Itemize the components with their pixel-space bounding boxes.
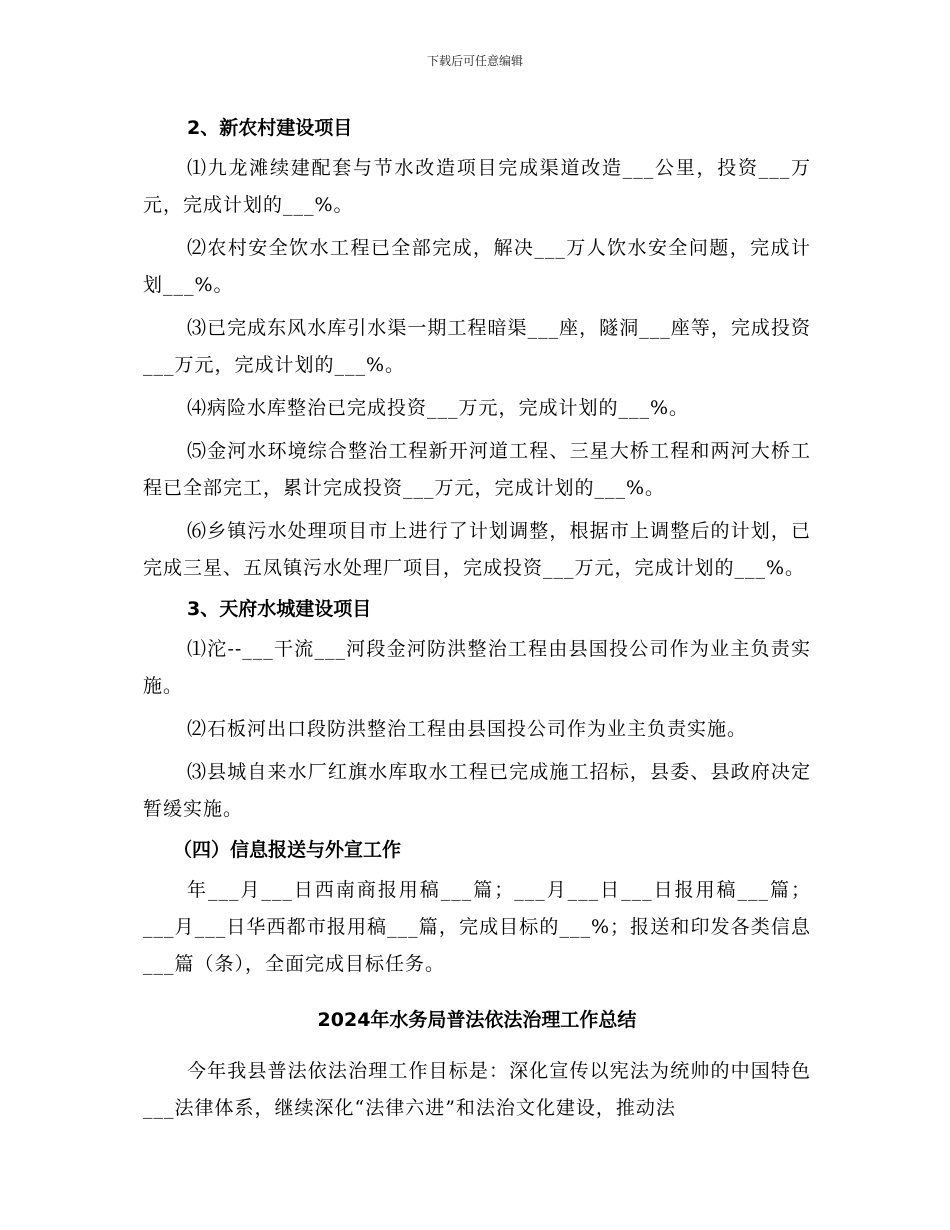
- list-item: ⑶已完成东风水库引水渠一期工程暗渠___座，隧洞___座等，完成投资___万元，完成计划的___%。: [143, 317, 811, 376]
- info-paragraph: 年___月___日西南商报用稿___篇；___月___日___日报用稿___篇；___月___日华西都市报用稿___篇，完成目标的___%；报送和印发各类信息___篇（条），全面完成目标任务。: [143, 879, 811, 975]
- page-header: 下载后可任意编辑: [426, 54, 523, 68]
- list-item: ⑹乡镇污水处理项目市上进行了计划调整，根据市上调整后的计划，已完成三星、五凤镇污水处理厂项目，完成投资___万元，完成计划的___%。: [143, 520, 811, 579]
- summary-paragraph: 今年我县普法依法治理工作目标是：深化宣传以宪法为统帅的中国特色___法律体系，继续深化“法律六进”和法治文化建设，推动法: [143, 1060, 811, 1119]
- list-item: ⑷病险水库整治已完成投资___万元，完成计划的___%。: [187, 397, 690, 419]
- list-item: ⑴沱--___干流___河段金河防洪整治工程由县国投公司作为业主负责实施。: [143, 638, 811, 697]
- list-item: ⑴九龙滩续建配套与节水改造项目完成渠道改造___公里，投资___万元，完成计划的___%。: [143, 157, 811, 216]
- section-heading: 3、天府水城建设项目: [187, 598, 372, 620]
- list-item: ⑵农村安全饮水工程已全部完成，解决___万人饮水安全问题，完成计划___%。: [143, 237, 811, 296]
- info-section-heading: （四）信息报送与外宣工作: [173, 839, 402, 861]
- list-item: ⑶县城自来水厂红旗水库取水工程已完成施工招标，县委、县政府决定暂缓实施。: [143, 761, 811, 820]
- section-heading: 2、新农村建设项目: [187, 117, 353, 139]
- list-item: ⑵石板河出口段防洪整治工程由县国投公司作为业主负责实施。: [187, 718, 748, 740]
- summary-title: 2024年水务局普法依法治理工作总结: [317, 1009, 637, 1031]
- list-item: ⑸金河水环境综合整治工程新开河道工程、三星大桥工程和两河大桥工程已全部完工，累计完成投资___万元，完成计划的___%。: [143, 440, 811, 499]
- document-body: [143, 112, 811, 1133]
